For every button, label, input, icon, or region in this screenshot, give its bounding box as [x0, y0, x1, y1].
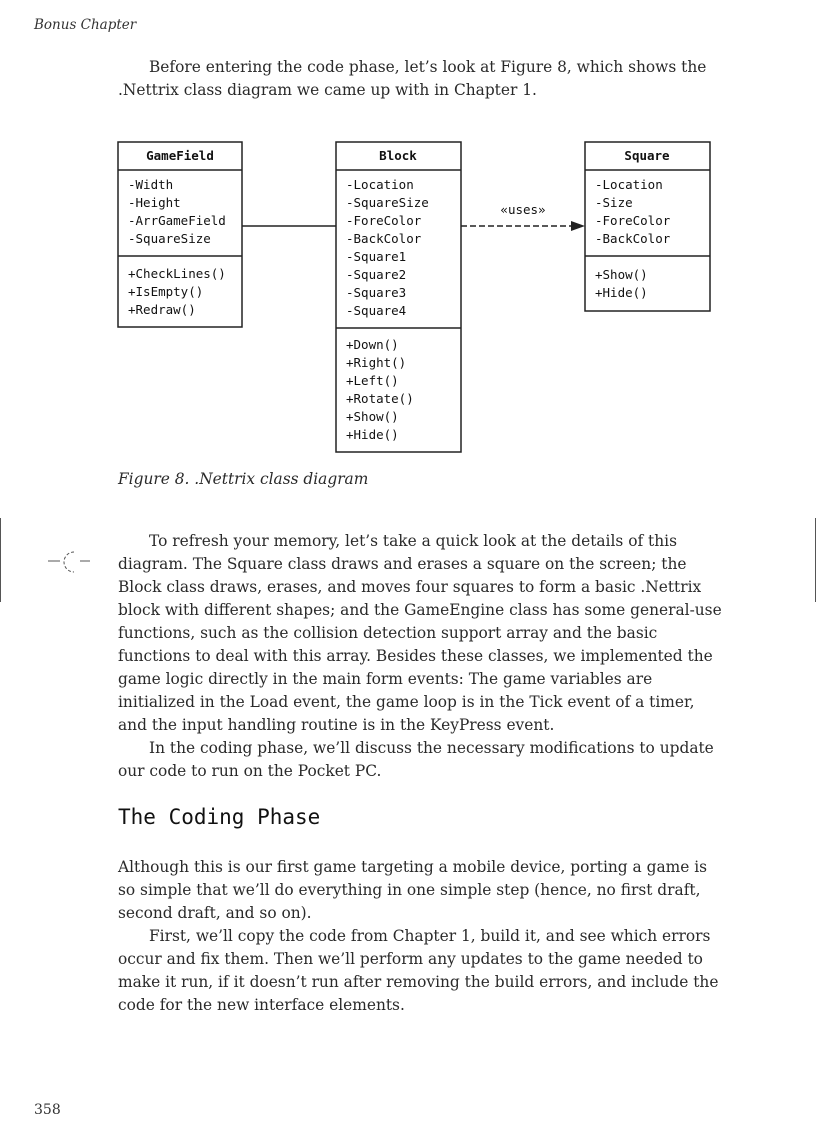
class-attribute: -SquareSize [128, 231, 211, 246]
class-name: Square [624, 148, 670, 163]
class-attribute: -Location [595, 177, 663, 192]
class-method: +Down() [346, 337, 399, 352]
section-paragraph: Although this is our first game targeting a mobile device, porting a game is so simple that we’ll do everything in one simple step (hence, no first draft, second draft, and so on). [118, 858, 708, 922]
class-method: +CheckLines() [128, 266, 226, 281]
class-box-gamefield [118, 142, 242, 327]
class-attribute: -ArrGameField [128, 213, 226, 228]
class-diagram [0, 0, 816, 470]
class-attribute: -Location [346, 177, 414, 192]
margin-note-icon [46, 549, 94, 577]
class-name: Block [379, 148, 417, 163]
class-name: GameField [146, 148, 214, 163]
body-paragraph: In the coding phase, we’ll discuss the necessary modifications to update our code to run on the Pocket PC. [118, 739, 714, 780]
class-attribute: -Square3 [346, 285, 407, 300]
class-attribute: -Square2 [346, 267, 407, 282]
margin-rule-left [0, 518, 1, 602]
class-method: +Show() [595, 267, 648, 282]
section-heading: The Coding Phase [118, 805, 321, 829]
page-number: 358 [34, 1102, 61, 1118]
class-box-square [585, 142, 710, 311]
class-method: +Rotate() [346, 391, 414, 406]
class-attribute: -Height [128, 195, 181, 210]
class-method: +Show() [346, 409, 399, 424]
class-attribute: -Size [595, 195, 633, 210]
class-method: +Left() [346, 373, 399, 388]
body-paragraph: To refresh your memory, let’s take a quick look at the details of this diagram. The Square class draws and erases a square on the screen; the Block class draws, erases, and moves four squares to form a basic .Nettrix block with different shapes; and the GameEngine class has some general-use functions, such as the collision detection support array and the basic functions to deal with this array. Besides these classes, we implemented the game logic directly in the main form events: The game variables are initialized in the Load event, the game loop is in the Tick event of a timer, and the input handling routine is in the KeyPress event. [118, 532, 722, 734]
class-method: +IsEmpty() [128, 284, 204, 299]
intro-paragraph: Before entering the code phase, let’s look at Figure 8, which shows the .Nettrix class diagram we came up with in Chapter 1. [118, 58, 707, 99]
uses-arrowhead-icon [571, 221, 585, 231]
section-paragraph: First, we’ll copy the code from Chapter 1, build it, and see which errors occur and fix them. Then we’ll perform any updates to the game needed to make it run, if it doesn’t run after removing the build errors, and include the code for the new interface elements. [118, 927, 719, 1014]
class-attribute: -BackColor [595, 231, 671, 246]
section-paragraphs-block [118, 856, 722, 1017]
class-method: +Hide() [346, 427, 399, 442]
class-attribute: -SquareSize [346, 195, 429, 210]
class-attribute: -Square1 [346, 249, 407, 264]
class-attribute: -ForeColor [346, 213, 422, 228]
figure-caption: Figure 8. .Nettrix class diagram [118, 470, 369, 488]
class-attribute: -Width [128, 177, 174, 192]
class-box-block [336, 142, 461, 452]
body-paragraphs-block [118, 530, 722, 783]
class-method: +Redraw() [128, 302, 196, 317]
uses-label: «uses» [500, 202, 546, 217]
class-method: +Right() [346, 355, 407, 370]
class-attribute: -ForeColor [595, 213, 671, 228]
class-method: +Hide() [595, 285, 648, 300]
running-head: Bonus Chapter [34, 17, 137, 33]
class-attribute: -Square4 [346, 303, 407, 318]
class-attribute: -BackColor [346, 231, 422, 246]
